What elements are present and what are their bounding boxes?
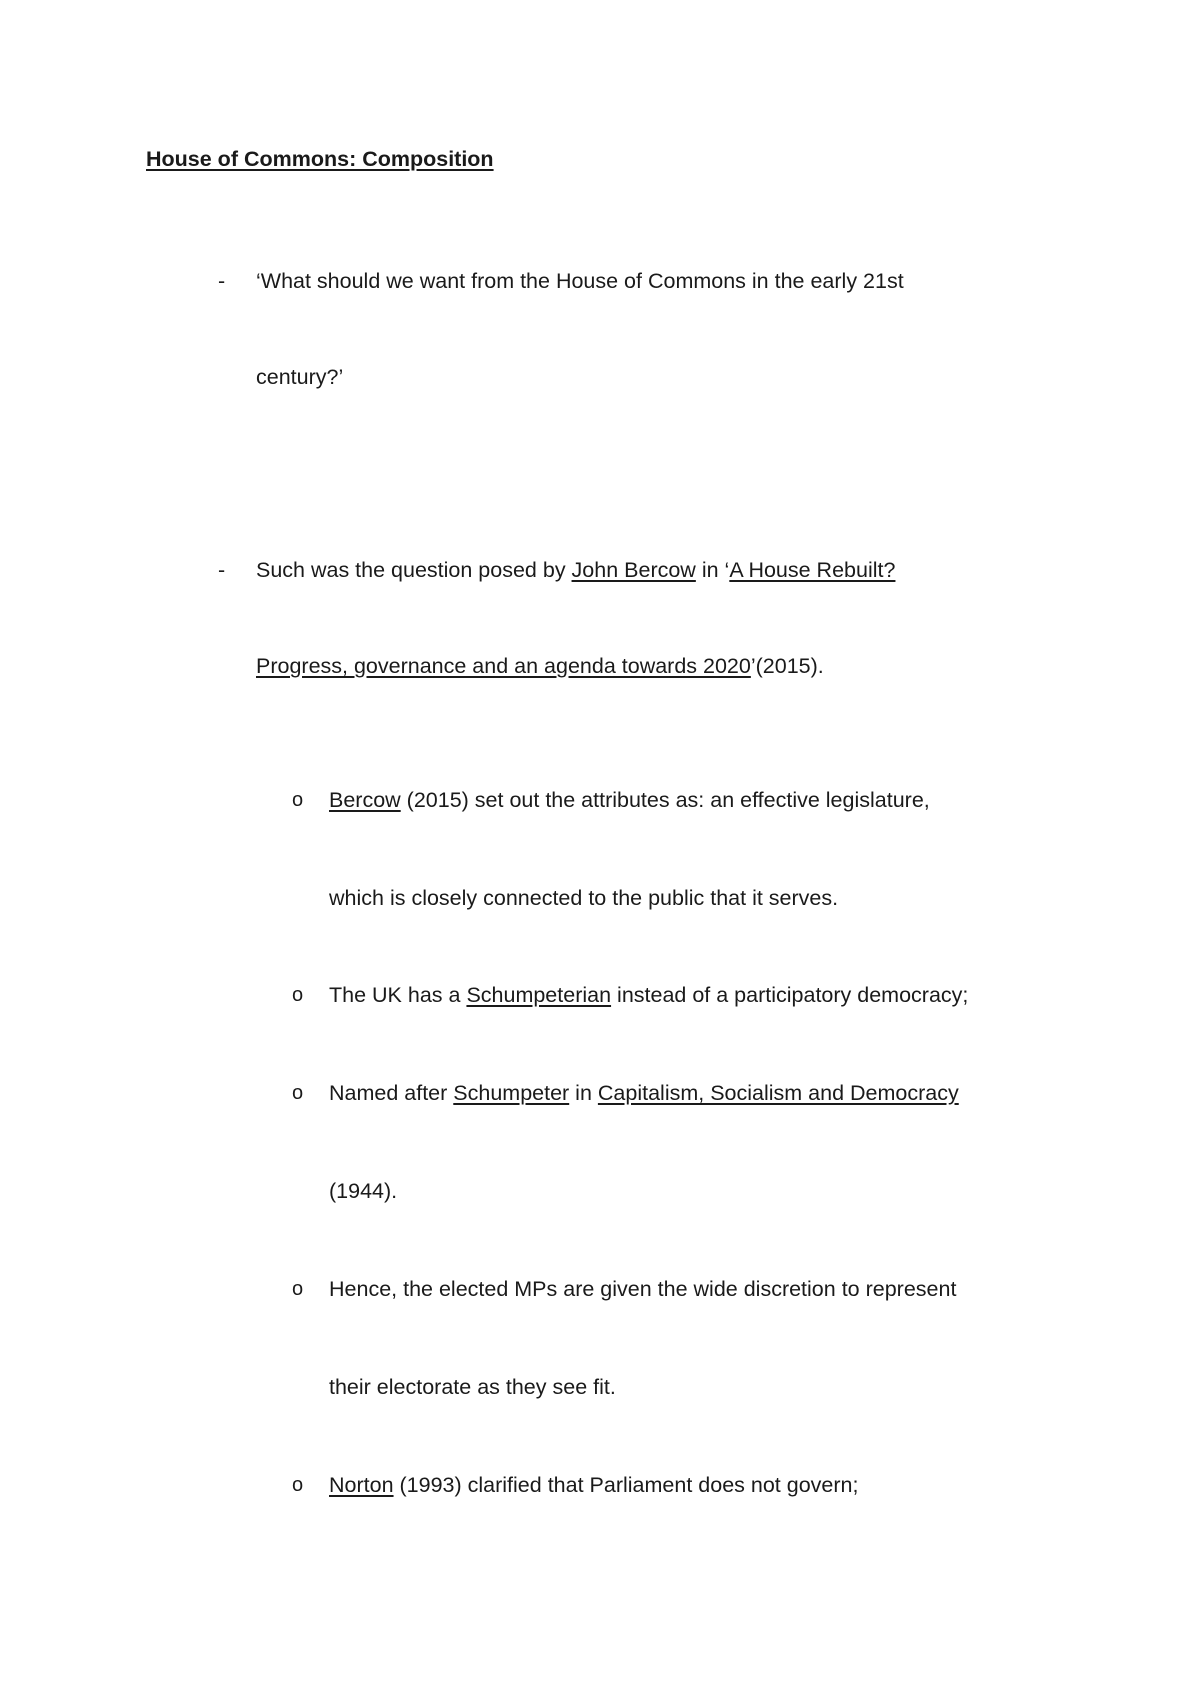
author-reference: Schumpeter xyxy=(453,1081,570,1105)
bullet-line xyxy=(329,785,930,815)
bullet-line xyxy=(329,980,968,1010)
paragraph-line xyxy=(256,555,895,585)
text-run: The UK has a xyxy=(329,983,467,1007)
work-title-reference: A House Rebuilt? xyxy=(729,558,896,582)
quote-line-1: ‘What should we want from the House of Commons in the early 21st xyxy=(256,269,904,293)
circle-bullet: o xyxy=(292,1278,304,1300)
work-title-reference: Progress, governance and an agenda towards 2020 xyxy=(256,654,751,678)
text-run: (1993) clarified that Parliament does not govern; xyxy=(393,1473,859,1497)
bullet-line: Hence, the elected MPs are given the wide discretion to represent xyxy=(329,1277,957,1301)
work-title-reference: Capitalism, Socialism and Democracy xyxy=(597,1081,959,1105)
term-reference: Schumpeterian xyxy=(466,983,612,1007)
author-reference: Bercow xyxy=(329,788,401,812)
circle-bullet: o xyxy=(292,1474,304,1496)
bullet-line xyxy=(329,1078,959,1108)
text-run: in xyxy=(569,1081,598,1105)
paragraph-line xyxy=(256,651,824,681)
text-run: ’(2015). xyxy=(750,654,824,678)
bullet-line: (1944). xyxy=(329,1179,398,1203)
text-run: Such was the question posed by xyxy=(256,558,572,582)
bullet-line: their electorate as they see fit. xyxy=(329,1375,616,1399)
text-run: (2015) set out the attributes as: an effective legislature, xyxy=(400,788,930,812)
page-title: House of Commons: Composition xyxy=(146,147,494,171)
quote-line-2: century?’ xyxy=(256,365,344,389)
dash-bullet: - xyxy=(218,558,226,582)
circle-bullet: o xyxy=(292,984,304,1006)
bullet-line: which is closely connected to the public that it serves. xyxy=(329,886,839,910)
text-run: in ‘ xyxy=(695,558,730,582)
circle-bullet: o xyxy=(292,1082,304,1104)
circle-bullet: o xyxy=(292,789,304,811)
dash-bullet: - xyxy=(218,269,226,293)
text-run: instead of a participatory democracy; xyxy=(611,983,969,1007)
author-reference: Norton xyxy=(329,1473,394,1497)
bullet-line xyxy=(329,1470,858,1500)
author-reference: John Bercow xyxy=(571,558,696,582)
text-run: Named after xyxy=(329,1081,454,1105)
